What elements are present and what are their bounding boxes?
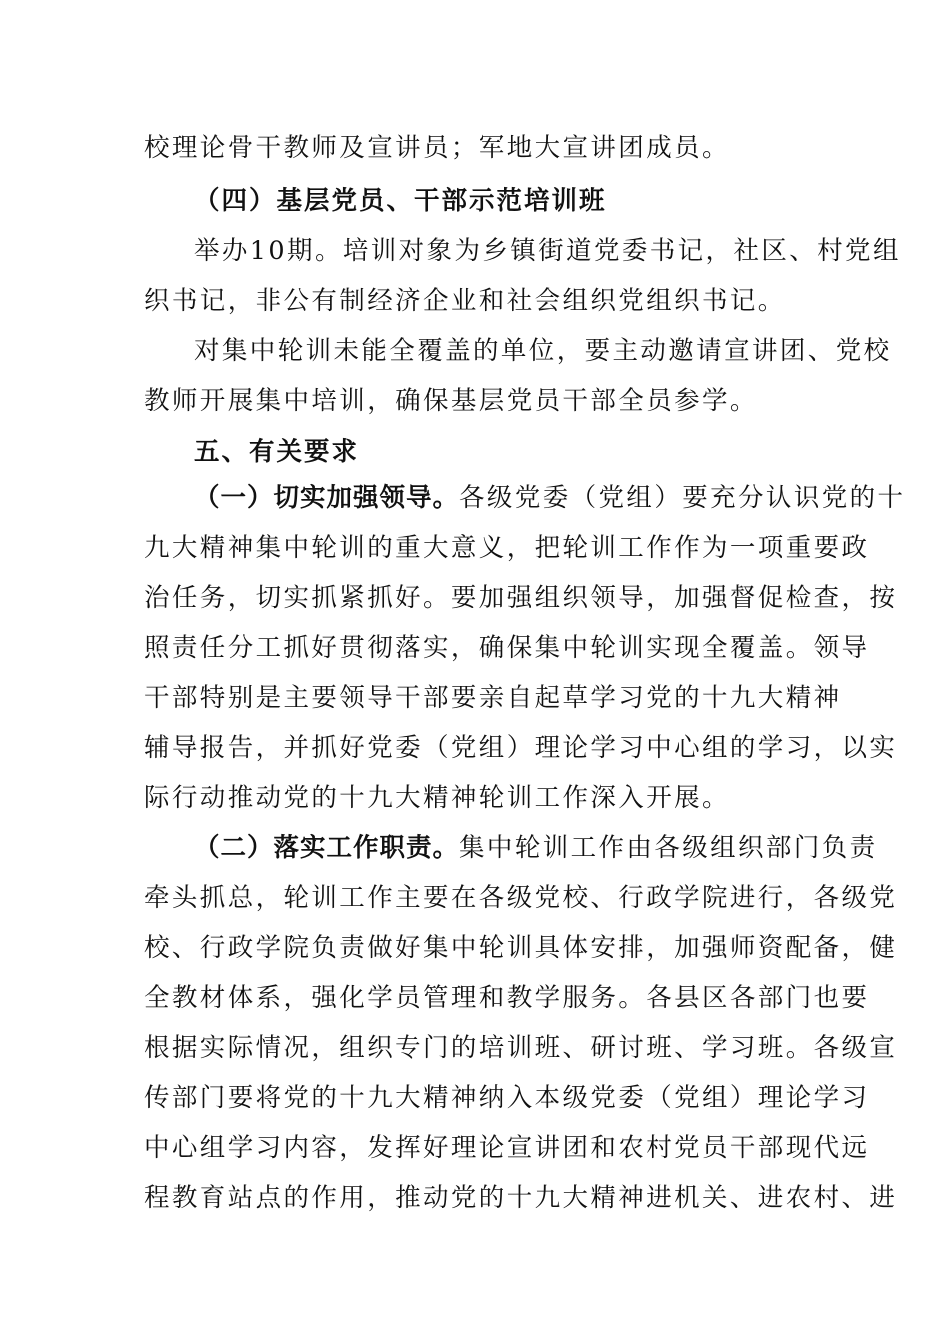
body-line: 牵头抓总，轮训工作主要在各级党校、行政学院进行，各级党 (144, 883, 898, 913)
subheading: （四）基层党员、干部示范培训班 (194, 186, 607, 216)
paragraph-text: 各级党委（党组）要充分认识党的十 (459, 483, 906, 513)
body-line: 干部特别是主要领导干部要亲自起草学习党的十九大精神 (144, 683, 842, 713)
body-line: 治任务，切实抓紧抓好。要加强组织领导，加强督促检查，按 (144, 583, 898, 613)
body-line: 照责任分工抓好贯彻落实，确保集中轮训实现全覆盖。领导 (144, 633, 870, 663)
paragraph-first-line (194, 822, 878, 874)
body-line: 中心组学习内容，发挥好理论宣讲团和农村党员干部现代远 (144, 1133, 870, 1163)
body-line: 织书记，非公有制经济企业和社会组织党组织书记。 (144, 286, 786, 316)
body-line: 全教材体系，强化学员管理和教学服务。各县区各部门也要 (144, 983, 870, 1013)
body-line: 校理论骨干教师及宣讲员；军地大宣讲团成员。 (144, 133, 730, 163)
paragraph-first-line (194, 472, 906, 524)
body-line: 举办10期。培训对象为乡镇街道党委书记，社区、村党组 (194, 236, 901, 266)
body-line: 校、行政学院负责做好集中轮训具体安排，加强师资配备，健 (144, 933, 898, 963)
body-line: 对集中轮训未能全覆盖的单位，要主动邀请宣讲团、党校 (194, 336, 892, 366)
body-line: 教师开展集中培训，确保基层党员干部全员参学。 (144, 386, 758, 416)
body-line: 辅导报告，并抓好党委（党组）理论学习中心组的学习，以实 (144, 733, 898, 763)
paragraph-lead: （一）切实加强领导。 (194, 483, 460, 513)
body-line: 程教育站点的作用，推动党的十九大精神进机关、进农村、进 (144, 1183, 898, 1213)
body-line: 际行动推动党的十九大精神轮训工作深入开展。 (144, 783, 730, 813)
paragraph-text: 集中轮训工作由各级组织部门负责 (459, 833, 878, 863)
section-title: 五、有关要求 (194, 437, 360, 467)
body-line: 九大精神集中轮训的重大意义，把轮训工作作为一项重要政 (144, 533, 870, 563)
body-line: 根据实际情况，组织专门的培训班、研讨班、学习班。各级宣 (144, 1033, 898, 1063)
body-line: 传部门要将党的十九大精神纳入本级党委（党组）理论学习 (144, 1083, 870, 1113)
paragraph-lead: （二）落实工作职责。 (194, 833, 460, 863)
